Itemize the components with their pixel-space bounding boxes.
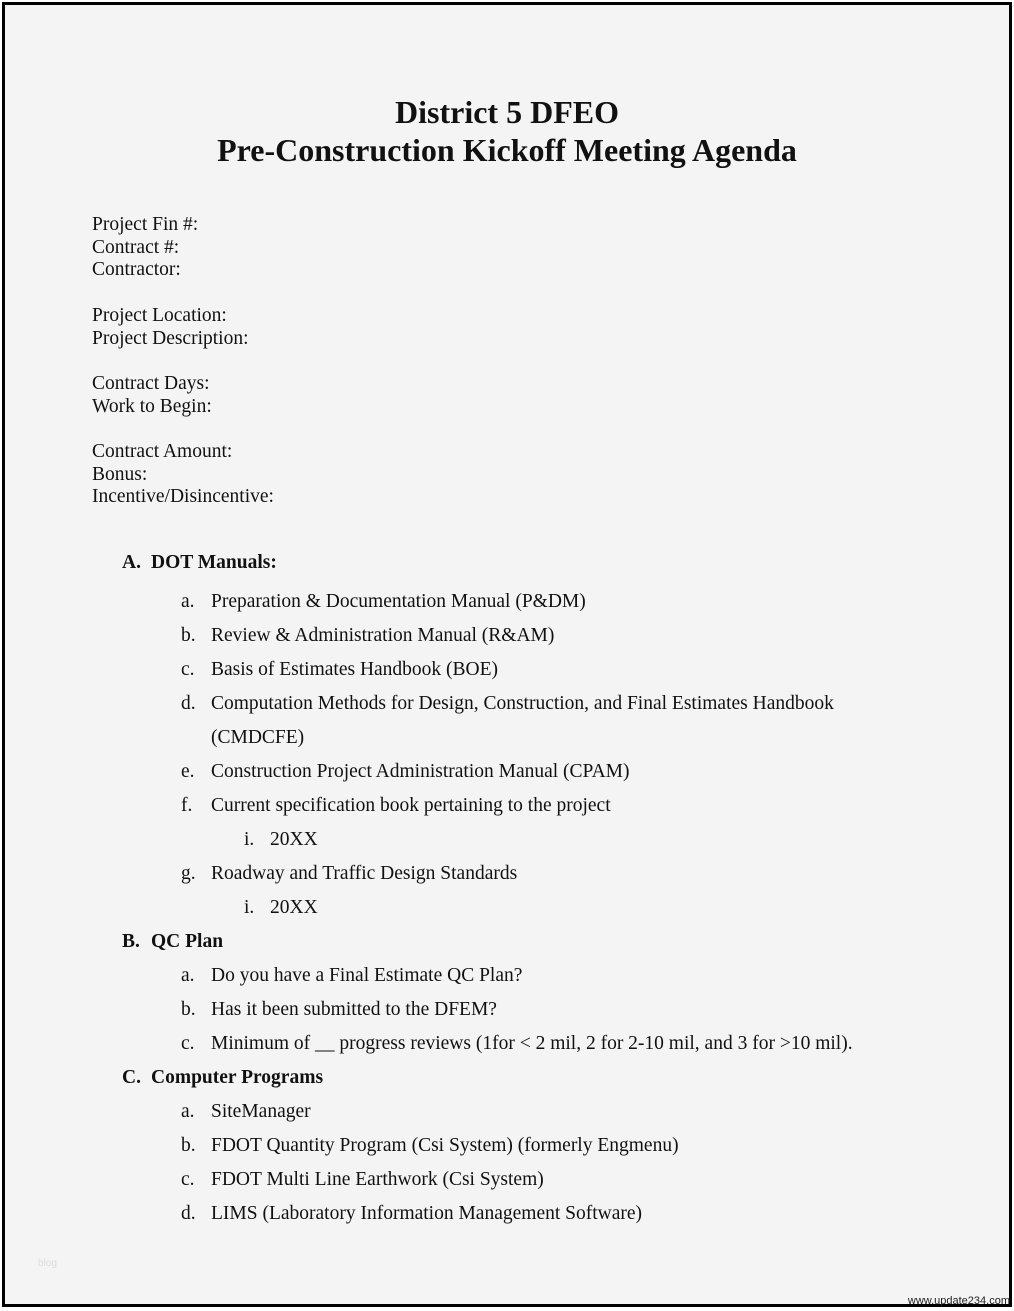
agenda-item [181,1101,311,1123]
list-marker: i. [244,897,255,918]
agenda-text: Minimum of __ progress reviews (1for < 2 mil, 2 for 2-10 mil, and 3 for >10 mil). [211,1033,853,1054]
agenda-item [181,1033,853,1055]
list-marker: d. [181,693,196,714]
field-label: Contract Amount: [92,441,233,462]
source-url: www.update234.com [907,1295,1010,1307]
agenda-text: (CMDCFE) [211,727,305,748]
agenda-text: Computation Methods for Design, Construction, and Final Estimates Handbook [211,693,834,714]
document-page [2,2,1012,1307]
list-marker: b. [181,625,196,646]
list-marker: b. [181,1135,196,1156]
list-marker: b. [181,999,196,1020]
list-marker: C. [122,1067,141,1088]
field-label: Project Location: [92,305,227,326]
agenda-text: 20XX [270,829,318,850]
agenda-item [181,1169,544,1191]
agenda-text: LIMS (Laboratory Information Management Software) [211,1203,643,1224]
agenda-text: Construction Project Administration Manual (CPAM) [211,761,630,782]
field-label: Incentive/Disincentive: [92,486,274,508]
watermark: blog [38,1258,57,1269]
field-label: Contract #: [92,236,180,258]
list-marker: f. [181,795,193,816]
list-marker: c. [181,1169,195,1190]
agenda-item [181,965,523,987]
document-title-line1: District 5 DFEO [395,94,619,130]
agenda-text: Computer Programs [151,1067,324,1088]
agenda-item [181,591,586,613]
agenda-item [181,625,555,647]
list-marker: B. [122,931,140,952]
agenda-item [181,659,499,681]
agenda-item [244,897,318,919]
list-marker: a. [181,1101,195,1122]
agenda-text: Do you have a Final Estimate QC Plan? [211,965,523,986]
agenda-item [181,1203,643,1225]
agenda-section [122,1067,324,1089]
field-label: Contract Days: [92,373,210,394]
list-marker: c. [181,1033,195,1054]
field-label: Bonus: [92,463,148,485]
agenda-item [181,693,834,715]
list-marker: A. [122,552,141,573]
field-label: Project Fin #: [92,214,199,235]
agenda-item [181,863,518,885]
agenda-text: Preparation & Documentation Manual (P&DM) [211,591,586,612]
field-label: Project Description: [92,327,249,349]
agenda-text: Review & Administration Manual (R&AM) [211,625,555,646]
agenda-text: FDOT Multi Line Earthwork (Csi System) [211,1169,544,1190]
agenda-item [181,999,497,1021]
list-marker: a. [181,591,195,612]
agenda-item [181,761,630,783]
list-marker: a. [181,965,195,986]
agenda-text: Basis of Estimates Handbook (BOE) [211,659,499,680]
list-marker: e. [181,761,195,782]
agenda-item [181,795,611,817]
list-marker: g. [181,863,196,884]
agenda-item [244,829,318,851]
agenda-text: FDOT Quantity Program (Csi System) (formerly Engmenu) [211,1135,679,1156]
agenda-text: 20XX [270,897,318,918]
agenda-text: Roadway and Traffic Design Standards [211,863,518,884]
list-marker: c. [181,659,195,680]
agenda-section [122,552,277,574]
field-label: Contractor: [92,259,181,281]
agenda-text: DOT Manuals: [151,552,277,573]
list-marker: i. [244,829,255,850]
list-marker: d. [181,1203,196,1224]
agenda-text: QC Plan [151,931,224,952]
agenda-section [122,931,224,953]
agenda-text: SiteManager [211,1101,311,1122]
agenda-text: Current specification book pertaining to the project [211,795,611,816]
field-label: Work to Begin: [92,395,212,417]
agenda-item [211,727,304,749]
agenda-text: Has it been submitted to the DFEM? [211,999,497,1020]
agenda-item [181,1135,679,1157]
document-title-line2: Pre-Construction Kickoff Meeting Agenda [217,132,797,168]
